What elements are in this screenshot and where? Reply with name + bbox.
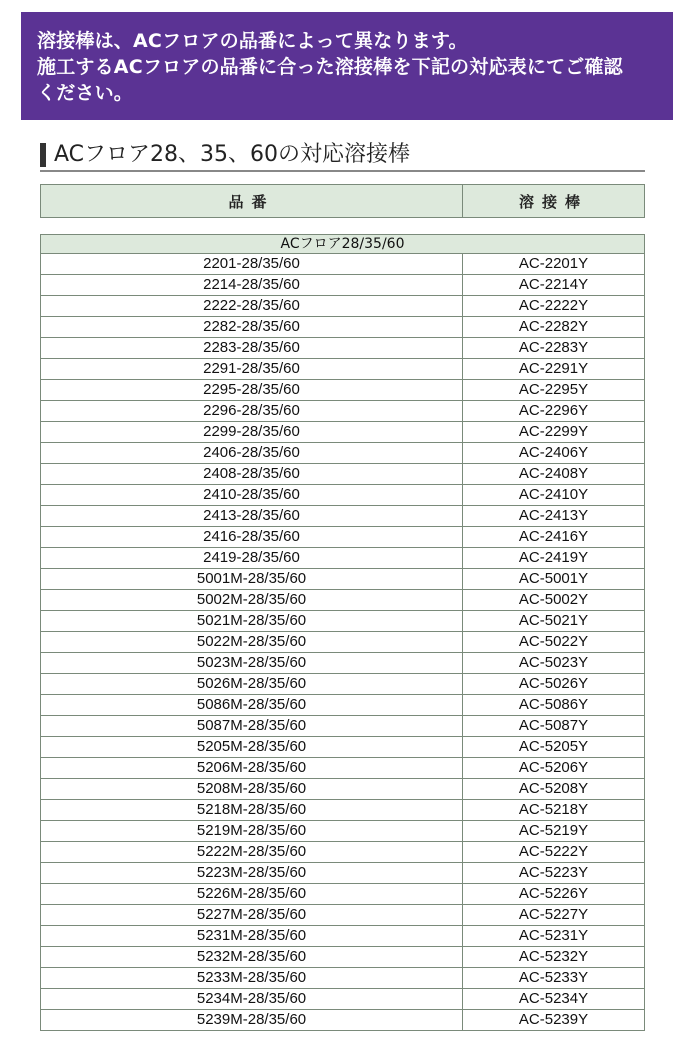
table-row: [41, 989, 644, 1010]
product-number-cell: 5222M-28/35/60: [41, 842, 463, 862]
table-row: [41, 1010, 644, 1030]
product-number-cell: 5223M-28/35/60: [41, 863, 463, 883]
product-number-cell: 2299-28/35/60: [41, 422, 463, 442]
welding-rod-cell: AC-2214Y: [518, 276, 589, 293]
table-row: [41, 926, 644, 947]
table-row: [41, 716, 644, 737]
header-product-number: 品番: [41, 185, 463, 217]
welding-rod-cell: AC-5227Y: [518, 906, 589, 923]
table-row: [41, 800, 644, 821]
welding-rod-cell: AC-2283Y: [518, 339, 589, 356]
welding-rod-cell: AC-5087Y: [518, 717, 589, 734]
welding-rod-cell: AC-5222Y: [518, 843, 589, 860]
table-row: [41, 254, 644, 275]
welding-rod-cell: AC-5205Y: [518, 738, 589, 755]
table-row: [41, 884, 644, 905]
table-row: [41, 695, 644, 716]
table-row: [41, 422, 644, 443]
product-number-cell: 2406-28/35/60: [41, 443, 463, 463]
product-number-cell: 5226M-28/35/60: [41, 884, 463, 904]
product-number-cell: 2296-28/35/60: [41, 401, 463, 421]
table-row: [41, 359, 644, 380]
welding-rod-cell: AC-2406Y: [518, 444, 589, 461]
heading-underline: [40, 170, 645, 172]
welding-rod-cell: AC-5226Y: [518, 885, 589, 902]
welding-rod-cell: AC-5026Y: [518, 675, 589, 692]
welding-rod-cell: AC-5001Y: [518, 570, 589, 587]
product-number-cell: 5239M-28/35/60: [41, 1010, 463, 1030]
table-row: [41, 611, 644, 632]
welding-rod-cell: AC-2299Y: [518, 423, 589, 440]
product-number-cell: 5022M-28/35/60: [41, 632, 463, 652]
table-row: [41, 275, 644, 296]
table-row: [41, 842, 644, 863]
section-title-text: ACフロア28、35、60の対応溶接棒: [54, 142, 411, 167]
welding-rod-cell: AC-5233Y: [518, 969, 589, 986]
welding-rod-cell: AC-2408Y: [518, 465, 589, 482]
notice-banner: [21, 12, 673, 120]
table-row: [41, 485, 644, 506]
welding-rod-cell: AC-2296Y: [518, 402, 589, 419]
notice-line-2: 施工するACフロアの品番に合った溶接棒を下記の対応表にてご確認: [37, 56, 623, 78]
product-number-cell: 2214-28/35/60: [41, 275, 463, 295]
welding-rod-cell: AC-5021Y: [518, 612, 589, 629]
table-row: [41, 380, 644, 401]
correspondence-table: [40, 234, 645, 1031]
table-row: [41, 506, 644, 527]
product-number-cell: 2295-28/35/60: [41, 380, 463, 400]
table-row: [41, 338, 644, 359]
product-number-cell: 2416-28/35/60: [41, 527, 463, 547]
welding-rod-cell: AC-2295Y: [518, 381, 589, 398]
table-row: [41, 548, 644, 569]
welding-rod-cell: AC-5023Y: [518, 654, 589, 671]
table-row: [41, 947, 644, 968]
table-row: [41, 779, 644, 800]
product-number-cell: 5232M-28/35/60: [41, 947, 463, 967]
table-row: [41, 632, 644, 653]
notice-line-3: ください。: [37, 82, 134, 104]
table-row: [41, 758, 644, 779]
table-row: [41, 653, 644, 674]
header-welding-rod: 溶接棒: [518, 192, 588, 211]
product-number-cell: 5002M-28/35/60: [41, 590, 463, 610]
welding-rod-cell: AC-2201Y: [518, 255, 589, 272]
welding-rod-cell: AC-5208Y: [518, 780, 589, 797]
product-number-cell: 5231M-28/35/60: [41, 926, 463, 946]
table-row: [41, 590, 644, 611]
heading-accent-bar: [40, 143, 46, 167]
product-number-cell: 5001M-28/35/60: [41, 569, 463, 589]
product-number-cell: 5234M-28/35/60: [41, 989, 463, 1009]
notice-line-1: 溶接棒は、ACフロアの品番によって異なります。: [37, 30, 468, 52]
welding-rod-cell: AC-5232Y: [518, 948, 589, 965]
welding-rod-cell: AC-2291Y: [518, 360, 589, 377]
product-number-cell: 5218M-28/35/60: [41, 800, 463, 820]
welding-rod-cell: AC-2416Y: [518, 528, 589, 545]
table-row: [41, 464, 644, 485]
product-number-cell: 2282-28/35/60: [41, 317, 463, 337]
product-number-cell: 2283-28/35/60: [41, 338, 463, 358]
section-heading: [40, 140, 645, 170]
table-row: [41, 737, 644, 758]
product-number-cell: 2419-28/35/60: [41, 548, 463, 568]
table-row: [41, 821, 644, 842]
product-number-cell: 2222-28/35/60: [41, 296, 463, 316]
product-number-cell: 5208M-28/35/60: [41, 779, 463, 799]
product-number-cell: 5026M-28/35/60: [41, 674, 463, 694]
product-number-cell: 2201-28/35/60: [41, 254, 463, 274]
product-number-cell: 5205M-28/35/60: [41, 737, 463, 757]
product-number-cell: 5021M-28/35/60: [41, 611, 463, 631]
table-row: [41, 527, 644, 548]
table-row: [41, 968, 644, 989]
group-label-row: ACフロア28/35/60: [41, 235, 644, 254]
product-number-cell: 5023M-28/35/60: [41, 653, 463, 673]
table-row: [41, 905, 644, 926]
table-row: [41, 296, 644, 317]
table-row: [41, 443, 644, 464]
welding-rod-cell: AC-5022Y: [518, 633, 589, 650]
table-row: [41, 317, 644, 338]
product-number-cell: 2413-28/35/60: [41, 506, 463, 526]
welding-rod-cell: AC-2413Y: [518, 507, 589, 524]
welding-rod-cell: AC-2222Y: [518, 297, 589, 314]
table-row: [41, 674, 644, 695]
product-number-cell: 2291-28/35/60: [41, 359, 463, 379]
welding-rod-cell: AC-5206Y: [518, 759, 589, 776]
product-number-cell: 5087M-28/35/60: [41, 716, 463, 736]
welding-rod-cell: AC-2419Y: [518, 549, 589, 566]
table-header: [40, 184, 645, 218]
welding-rod-cell: AC-5239Y: [518, 1011, 589, 1028]
welding-rod-cell: AC-5086Y: [518, 696, 589, 713]
product-number-cell: 2408-28/35/60: [41, 464, 463, 484]
product-number-cell: 5206M-28/35/60: [41, 758, 463, 778]
welding-rod-cell: AC-5234Y: [518, 990, 589, 1007]
product-number-cell: 5233M-28/35/60: [41, 968, 463, 988]
welding-rod-cell: AC-2282Y: [518, 318, 589, 335]
welding-rod-cell: AC-5219Y: [518, 822, 589, 839]
welding-rod-cell: AC-5223Y: [518, 864, 589, 881]
welding-rod-cell: AC-5218Y: [518, 801, 589, 818]
welding-rod-cell: AC-5231Y: [518, 927, 589, 944]
welding-rod-cell: AC-2410Y: [518, 486, 589, 503]
table-row: [41, 863, 644, 884]
product-number-cell: 5086M-28/35/60: [41, 695, 463, 715]
welding-rod-cell: AC-5002Y: [518, 591, 589, 608]
table-row: [41, 569, 644, 590]
product-number-cell: 5227M-28/35/60: [41, 905, 463, 925]
product-number-cell: 5219M-28/35/60: [41, 821, 463, 841]
table-row: [41, 401, 644, 422]
product-number-cell: 2410-28/35/60: [41, 485, 463, 505]
